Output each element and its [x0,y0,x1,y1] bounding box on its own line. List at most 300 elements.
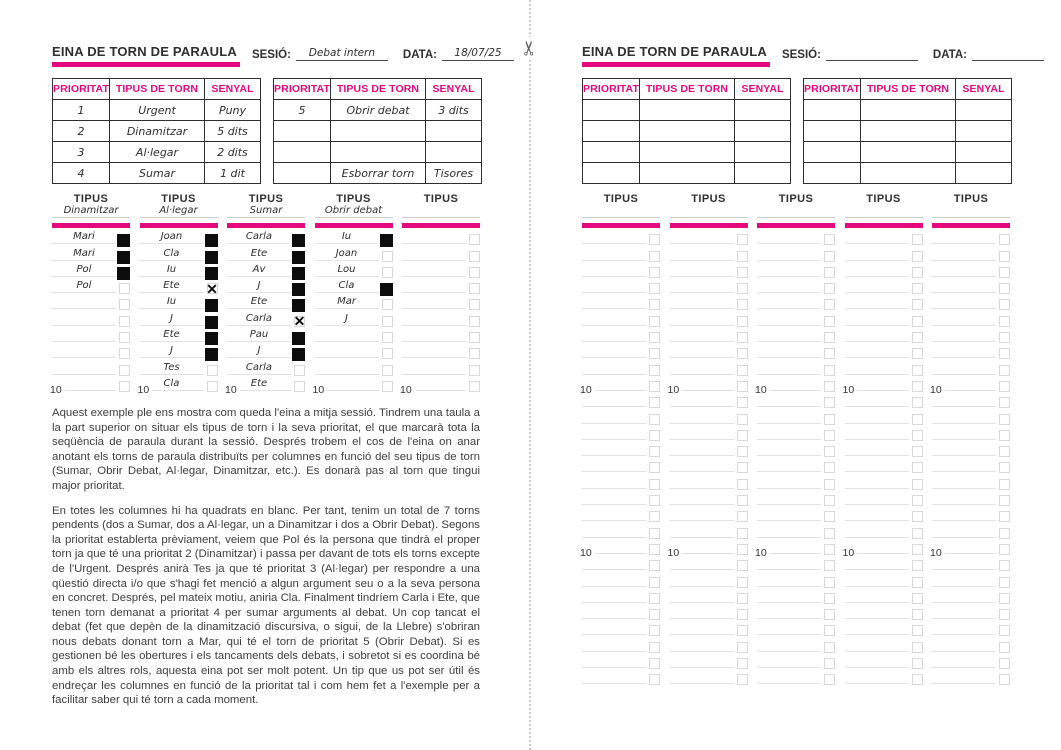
turn-checkbox [737,397,748,408]
turn-checkbox [824,528,835,539]
priority-table-row [804,142,1012,163]
priority-table-cell [583,163,640,184]
turn-checkbox [912,625,923,636]
tipus-column [932,193,1010,684]
turn-checkbox [737,609,748,620]
turn-checkbox [824,625,835,636]
turn-row [582,505,660,521]
turn-checkbox [999,577,1010,588]
turn-checkbox [999,316,1010,327]
turn-checkbox [649,528,660,539]
turn-checkbox [912,283,923,294]
priority-table-cell [426,142,482,163]
turn-name-line [670,244,734,260]
turn-row [670,326,748,342]
turn-row [402,244,480,260]
turn-row [757,407,835,423]
turn-checkbox [119,381,130,392]
turn-checkbox [649,642,660,653]
turn-checkbox [737,544,748,555]
turn-name-line [670,424,734,440]
turn-name-line [140,261,204,277]
turn-row [845,424,923,440]
turn-checkbox [999,528,1010,539]
tipus-column [50,193,130,396]
turn-checkbox [999,642,1010,653]
turn-name-line [140,228,204,244]
turn-checkbox [382,267,393,278]
turn-row [757,326,835,342]
turn-row [582,342,660,358]
tipus-column-title: TIPUS [778,193,814,205]
turn-row [845,521,923,537]
turn-checkbox [912,544,923,555]
turn-row [670,261,748,277]
turn-name-line [845,440,909,456]
turn-checkbox [292,267,305,280]
tipus-column-handwritten-label [402,205,480,218]
turn-checkbox [119,299,130,310]
turn-checkbox [737,348,748,359]
turn-name-line [227,358,291,374]
turn-name-line [932,635,996,651]
priority-table-cell: 1 [53,100,110,121]
turn-name-line [932,489,996,505]
page-header [582,44,1022,67]
turn-name: Carla [245,312,273,324]
turn-row [670,342,748,358]
turn-checkbox [649,446,660,457]
turn-row [757,570,835,586]
turn-name-line [932,293,996,309]
turn-row [582,440,660,456]
turn-row [845,603,923,619]
turn-name: J [257,345,261,357]
turn-name-line [757,489,821,505]
priority-table-cell [861,142,956,163]
turn-checkbox [737,381,748,392]
cut-dotted-line [529,0,531,750]
turn-name-line [582,391,646,407]
turn-name-line [670,293,734,309]
turn-checkbox [737,528,748,539]
turn-name-line [757,456,821,472]
turn-row [582,391,660,407]
turn-row [845,456,923,472]
turn-row [670,277,748,293]
turn-checkbox [824,674,835,685]
turn-checkbox [737,283,748,294]
turn-row [52,293,130,309]
turn-checkbox [737,479,748,490]
turn-row [582,489,660,505]
turn-row [670,244,748,260]
turn-name-line [845,668,909,684]
turn-name-line [582,342,646,358]
turn-checkbox [649,560,660,571]
turn-name-line [845,244,909,260]
turn-row [670,587,748,603]
date-field [933,47,1044,67]
turn-name-line [670,309,734,325]
turn-name-line [402,293,466,309]
turn-row [845,554,923,570]
turn-name-line [402,228,466,244]
turn-row [312,375,393,396]
turn-row [670,456,748,472]
turn-name-line [227,326,291,342]
turn-name-line [140,244,204,260]
turn-row [52,309,130,325]
turn-checkbox [737,414,748,425]
turn-checkbox [999,381,1010,392]
turn-row [582,619,660,635]
turn-row [670,603,748,619]
tipus-column-title: TIPUS [423,193,459,205]
turn-columns [582,193,1010,684]
turn-checkbox [205,234,218,247]
turn-name: Mari [73,247,95,259]
priority-table-cell [956,121,1012,142]
turn-row [52,342,130,358]
turn-checkbox [824,462,835,473]
priority-table-cell [583,142,640,163]
turn-row [845,505,923,521]
turn-checkbox [912,365,923,376]
turn-row [50,375,130,396]
turn-name-line [140,277,204,293]
turn-name: Cla [163,377,180,389]
turn-checkbox [469,332,480,343]
turn-checkbox [205,316,218,329]
priority-table-cell [274,142,331,163]
turn-name-line [315,342,379,358]
turn-checkbox [737,446,748,457]
turn-row [582,570,660,586]
turn-row [932,603,1010,619]
turn-row [582,244,660,260]
turn-row [932,244,1010,260]
tipus-column [137,193,218,396]
turn-row [52,326,130,342]
turn-row [932,521,1010,537]
priority-table-header-cell: TIPUS DE TORN [110,79,205,100]
priority-table-cell: 3 dits [426,100,482,121]
turn-checkbox [737,658,748,669]
turn-checkbox [292,251,305,264]
row-number-label: 10 [50,384,65,396]
turn-name-line [582,570,646,586]
turn-row [845,293,923,309]
turn-row [845,358,923,374]
turn-checkbox [649,658,660,669]
turn-row [670,652,748,668]
turn-row [582,228,660,244]
turn-name-line [757,358,821,374]
priority-table-header-cell: TIPUS DE TORN [861,79,956,100]
turn-checkbox [999,479,1010,490]
turn-checkbox [469,365,480,376]
turn-row [52,228,130,244]
turn-checkbox [999,593,1010,604]
turn-row [932,326,1010,342]
turn-name-line [845,326,909,342]
turn-checkbox [824,495,835,506]
turn-name-line [670,603,734,619]
turn-checkbox [999,430,1010,441]
turn-name: J [345,312,348,324]
turn-row [402,261,480,277]
turn-row [842,375,923,396]
turn-row [670,554,748,570]
priority-table-cell [274,163,331,184]
turn-row [757,244,835,260]
tipus-column [312,193,393,396]
turn-row [842,538,923,559]
turn-row [670,309,748,325]
turn-row [932,472,1010,488]
turn-name-line [52,358,116,374]
tipus-column-title: TIPUS [248,193,284,205]
turn-checkbox [382,348,393,359]
turn-row [845,407,923,423]
turn-name-line [932,456,996,472]
turn-name-line [582,587,646,603]
turn-name-line [757,244,821,260]
turn-row [582,293,660,309]
turn-checkbox [999,283,1010,294]
turn-name: Iu [166,296,177,308]
turn-checkbox [912,609,923,620]
priority-table-cell [735,100,791,121]
turn-row [757,652,835,668]
turn-name-line [582,456,646,472]
turn-row [670,668,748,684]
turn-checkbox [737,495,748,506]
turn-name-line [932,652,996,668]
session-value: Debat intern [296,47,388,61]
turn-row [757,261,835,277]
priority-table-cell [583,121,640,142]
priority-table-header-cell: SENYAL [735,79,791,100]
turn-name-line [582,228,646,244]
row-number-label: 10 [225,384,240,396]
turn-row [582,521,660,537]
turn-name: Joan [335,247,358,259]
turn-checkbox [469,234,480,245]
turn-checkbox [824,446,835,457]
turn-name-line [845,652,909,668]
turn-row [582,424,660,440]
turn-checkbox [912,462,923,473]
instructions-paragraph: En totes les columnes hi ha quadrats en blanc. Per tant, tenim un total de 7 torns pendents (dos a Sumar, dos a Al·legar, un a Dinamitzar i dos a Obrir Debat). Segons la prioritat establerta prèviament, veiem que Pol és la persona que tindrà el proper torn ja que té una prioritat 2 (Dinamitzar) i passa per davant de tots els torns excepte de l'Urgent. Després anirà Tes ja que té prioritat 3 (Al·legar) per respondre a una qüestió directa i/o que s'hagi fet menció a algun argument seu o a la seva persona en concret. Després, pel mateix motiu, aniria Cla. Finalment tindríem Carla i Ete, que tenen torn demanat a prioritat 4 per sumar arguments al debat. Un cop tancat el debat (fet que depèn de la dinamització discursiva, o sigui, de la Llebre) s'obriran nous debats donant torn a Mar, qui té el torn de prioritat 5 (Obrir Debat). Si es gestionen bé les obertures i els tancaments dels debats, i sobretot si es coordina bé amb els altres rols, aquesta eina pot ser molt potent. Un tip que us pot ser útil és endreçar les columnes en funció de la prioritat tal i com hem fet a l'exemple per a facilitar saber qui té torn a cada moment. [52,504,480,707]
turn-name: Av [252,263,266,275]
priority-table-cell [331,121,426,142]
priority-table-cell [956,142,1012,163]
turn-row [932,489,1010,505]
priority-table-row [53,142,261,163]
turn-row [757,668,835,684]
turn-row [845,668,923,684]
turn-name-line [670,261,734,277]
turn-name-line [845,505,909,521]
turn-name-line [670,391,734,407]
turn-name-line [137,375,204,396]
turn-name-line [932,587,996,603]
turn-name: Ete [163,280,180,292]
turn-checkbox [117,251,130,264]
turn-name-line [845,342,909,358]
tipus-column-handwritten-label: Al·legar [140,205,218,218]
turn-name-line [757,424,821,440]
turn-name-line [52,326,116,342]
turn-name-line [670,456,734,472]
turn-checkbox [207,365,218,376]
page-left [50,44,502,708]
turn-checkbox [737,267,748,278]
turn-name-line [580,538,646,559]
turn-checkbox [649,479,660,490]
turn-row [932,391,1010,407]
turn-row [932,277,1010,293]
turn-checkbox [382,316,393,327]
row-number-label: 10 [843,384,858,396]
turn-checkbox [912,658,923,669]
turn-columns [50,193,480,396]
turn-row [402,293,480,309]
turn-row [52,358,130,374]
turn-checkbox [382,299,393,310]
turn-name-line [757,603,821,619]
turn-name-line [227,228,291,244]
turn-name-line [582,244,646,260]
turn-row [315,228,393,244]
turn-checkbox [380,283,393,296]
priority-table-cell: Puny [205,100,261,121]
turn-name-line [402,326,466,342]
turn-name-line [582,326,646,342]
turn-checkbox [999,267,1010,278]
turn-name: Mar [337,296,356,308]
session-label: SESIÓ: [781,49,821,61]
tipus-column-handwritten-label: Obrir debat [315,205,393,218]
page-title: EINA DE TORN DE PARAULA [582,44,767,67]
turn-row [845,391,923,407]
date-value [972,47,1044,61]
turn-row [757,456,835,472]
turn-name: J [170,345,173,357]
turn-checkbox [999,560,1010,571]
turn-name: Cla [338,280,355,292]
turn-row [582,652,660,668]
turn-name: Pol [76,280,92,292]
turn-row [757,424,835,440]
turn-name: J [170,312,173,324]
turn-row [140,228,218,244]
priority-table-row [804,100,1012,121]
turn-row [845,228,923,244]
turn-checkbox [649,593,660,604]
turn-checkbox [380,234,393,247]
turn-name-line [932,326,996,342]
turn-checkbox [824,544,835,555]
turn-name-line [932,570,996,586]
turn-row [845,587,923,603]
turn-checkbox [737,251,748,262]
turn-checkbox [737,577,748,588]
date-label: DATA: [932,49,967,61]
priority-table-row [53,100,261,121]
turn-row [402,358,480,374]
turn-checkbox [824,511,835,522]
turn-name-line [932,505,996,521]
turn-checkbox [824,316,835,327]
priority-table-row [583,121,791,142]
turn-name-line [670,342,734,358]
turn-name-line [670,407,734,423]
turn-name-line [757,342,821,358]
turn-row [932,358,1010,374]
turn-checkbox [824,234,835,245]
priority-table-cell [804,142,861,163]
turn-row [582,358,660,374]
turn-name-line [932,261,996,277]
turn-name-line [227,244,291,260]
turn-checkbox [117,267,130,280]
turn-row [845,342,923,358]
priority-table-cell [956,100,1012,121]
tipus-column [400,193,480,396]
priority-table-cell [861,100,956,121]
priority-table [52,78,261,184]
turn-name-line [402,277,466,293]
turn-row [315,277,393,293]
turn-checkbox [737,511,748,522]
turn-name-line [582,603,646,619]
row-number-label: 10 [843,547,858,559]
turn-name-line [932,668,996,684]
turn-row [932,407,1010,423]
turn-checkbox [469,283,480,294]
turn-row [225,375,305,396]
instructions-paragraph: Aquest exemple ple ens mostra com queda l'eina a mitja sessió. Tindrem una taula a la part superior on situar els tipus de torn i la seva prioritat, el que marcarà tota la seqüència de paraula durant la sessió. Després trobem el cos de l'eina on anar anotant els torns de paraula distribuïts per columnes en funció del seu tipus de torn (Sumar, Obrir Debat, Al·legar, Dinamitzar, etc.). Es donarà pas al torn que tingui major prioritat. [52,406,480,492]
turn-checkbox [649,234,660,245]
turn-name-line [582,358,646,374]
turn-checkbox [912,528,923,539]
turn-name-line [52,293,116,309]
turn-checkbox [469,299,480,310]
turn-name-line [670,554,734,570]
turn-name-line [582,619,646,635]
turn-name-line [315,309,379,325]
session-field [782,47,918,67]
tipus-column-handwritten-label [757,205,835,218]
priority-table-row [53,121,261,142]
turn-row [757,505,835,521]
turn-checkbox [912,332,923,343]
priority-table-cell: 2 dits [205,142,261,163]
turn-row [932,456,1010,472]
turn-name-line [845,309,909,325]
priority-table-cell [861,121,956,142]
priority-table-cell: Dinamitzar [110,121,205,142]
turn-row [402,277,480,293]
turn-checkbox [824,658,835,669]
priority-table-cell [956,163,1012,184]
turn-name-line [315,277,379,293]
turn-name: Carla [245,231,273,243]
turn-checkbox [292,332,305,345]
